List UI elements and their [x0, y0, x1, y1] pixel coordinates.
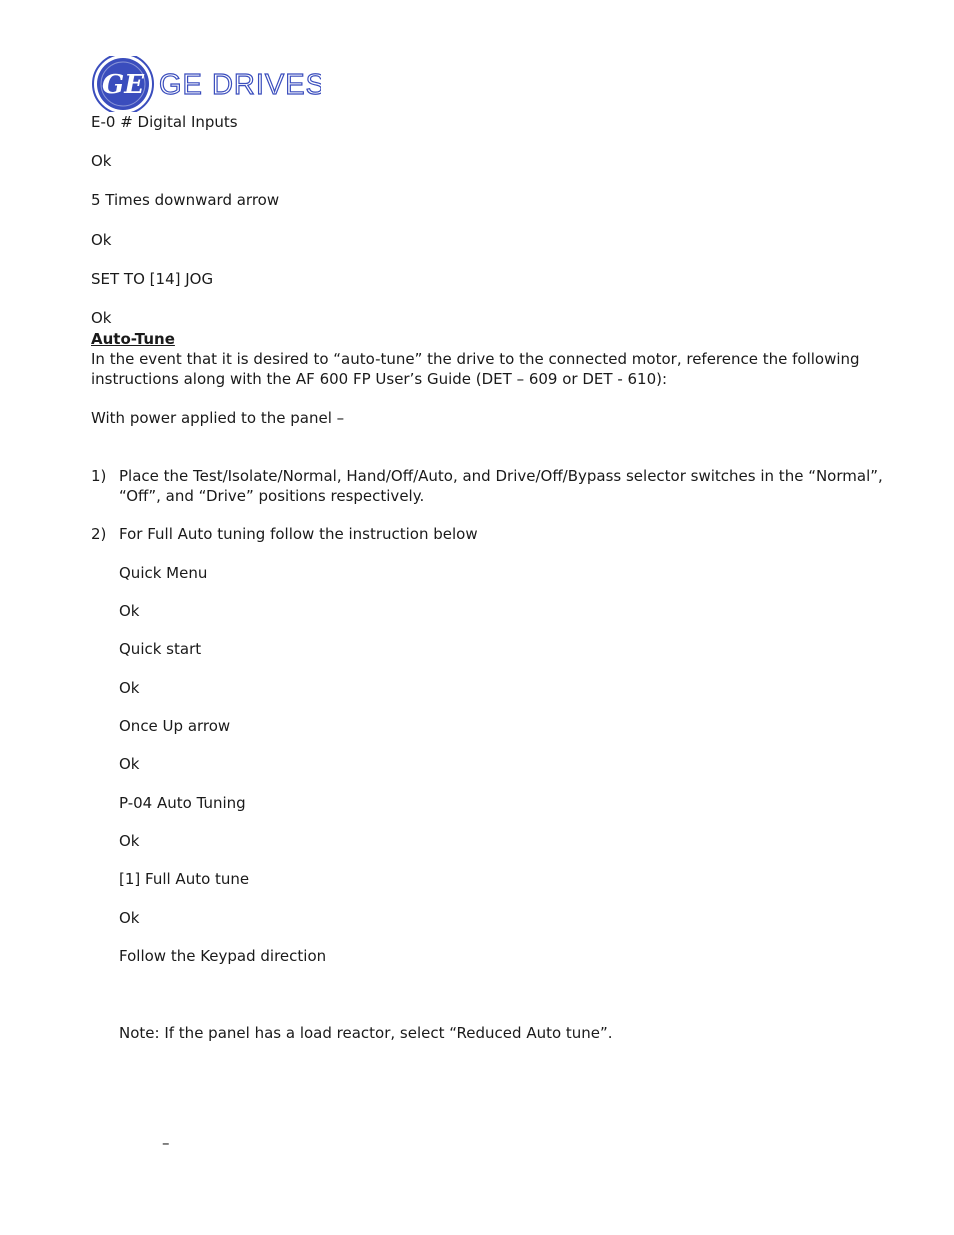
step-text: “Off”, and “Drive” positions respectively. [119, 487, 425, 505]
sub-step: Follow the Keypad direction [119, 947, 327, 965]
step-text: For Full Auto tuning follow the instruction below [119, 525, 478, 543]
svg-text:GE: GE [101, 70, 145, 100]
ge-drives-logo [91, 56, 321, 112]
sub-step: Ok [119, 832, 140, 850]
set-to-jog-line: SET TO [14] JOG [91, 270, 214, 288]
ok-line: Ok [91, 309, 112, 327]
downward-arrow-line: 5 Times downward arrow [91, 191, 280, 209]
section-heading: Auto-Tune [91, 330, 175, 348]
sub-step: Ok [119, 909, 140, 927]
sub-step: Quick start [119, 640, 202, 658]
ok-line: Ok [91, 231, 112, 249]
svg-text:GE DRIVES: GE DRIVES [159, 69, 321, 101]
sub-step: Ok [119, 679, 140, 697]
ge-monogram-icon [91, 56, 321, 112]
digital-inputs-line: E-0 # Digital Inputs [91, 113, 238, 131]
sub-step: Ok [119, 755, 140, 773]
sub-step: P-04 Auto Tuning [119, 794, 246, 812]
section-intro: In the event that it is desired to “auto-tune” the drive to the connected motor, reference the following instructions along with the AF 600 FP User’s Guide (DET – 609 or DET - 610): [91, 350, 860, 388]
ok-line: Ok [91, 152, 112, 170]
note-line: Note: If the panel has a load reactor, select “Reduced Auto tune”. [119, 1024, 613, 1042]
sub-step: [1] Full Auto tune [119, 870, 250, 888]
step-number: 1) [91, 467, 107, 485]
power-line: With power applied to the panel – [91, 409, 345, 427]
sub-step: Once Up arrow [119, 717, 231, 735]
sub-step: Quick Menu [119, 564, 208, 582]
stray-dash: – [162, 1134, 170, 1152]
sub-step: Ok [119, 602, 140, 620]
step-number: 2) [91, 525, 107, 543]
step-text: Place the Test/Isolate/Normal, Hand/Off/Auto, and Drive/Off/Bypass selector switches in the “Normal”, [119, 467, 883, 485]
